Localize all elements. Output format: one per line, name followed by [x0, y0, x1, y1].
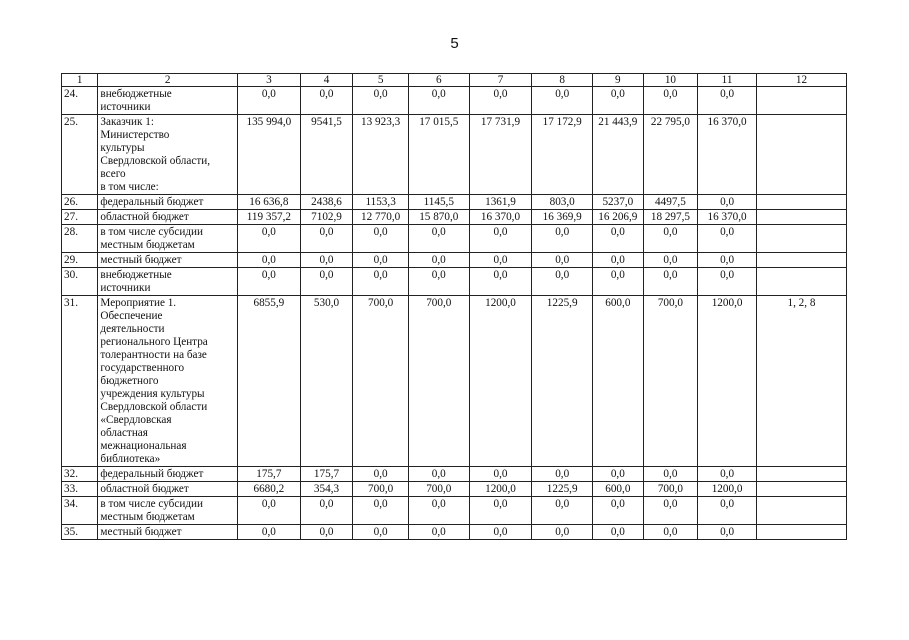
row-name-line: «Свердловская [100, 414, 172, 426]
table-row [62, 210, 847, 225]
row-value: 700,0 [408, 482, 469, 497]
row-target-indicators [756, 253, 846, 268]
row-number: 26. [62, 195, 98, 210]
row-target-indicators [756, 87, 846, 115]
row-value: 0,0 [353, 268, 409, 296]
row-value: 0,0 [698, 225, 757, 253]
row-value: 1225,9 [532, 296, 593, 467]
row-value: 17 172,9 [532, 115, 593, 195]
row-name-line: областная [100, 427, 148, 439]
row-value: 0,0 [408, 268, 469, 296]
row-value: 7102,9 [300, 210, 353, 225]
row-name [98, 497, 238, 525]
row-name [98, 210, 238, 225]
row-value: 700,0 [643, 482, 698, 497]
row-value: 0,0 [643, 497, 698, 525]
row-value: 700,0 [353, 482, 409, 497]
row-value: 15 870,0 [408, 210, 469, 225]
row-name-line: местный бюджет [100, 254, 182, 266]
row-value: 0,0 [300, 225, 353, 253]
table-row [62, 268, 847, 296]
table-row [62, 115, 847, 195]
row-value: 0,0 [698, 87, 757, 115]
row-name-line: учреждения культуры [100, 388, 205, 400]
row-value: 0,0 [643, 268, 698, 296]
row-value: 21 443,9 [593, 115, 644, 195]
row-value: 6855,9 [238, 296, 301, 467]
row-value: 0,0 [300, 253, 353, 268]
table-row [62, 467, 847, 482]
row-value: 0,0 [698, 497, 757, 525]
row-target-indicators [756, 115, 846, 195]
row-value: 0,0 [698, 253, 757, 268]
row-value: 0,0 [469, 268, 532, 296]
row-value: 12 770,0 [353, 210, 409, 225]
row-value: 0,0 [593, 525, 644, 540]
row-value: 600,0 [593, 296, 644, 467]
row-value: 2438,6 [300, 195, 353, 210]
row-value: 1200,0 [698, 296, 757, 467]
row-value: 0,0 [469, 253, 532, 268]
row-value: 0,0 [408, 525, 469, 540]
row-value: 0,0 [643, 225, 698, 253]
row-number: 33. [62, 482, 98, 497]
row-name-line: областной бюджет [100, 483, 189, 495]
row-number: 31. [62, 296, 98, 467]
row-value: 1361,9 [469, 195, 532, 210]
row-value: 0,0 [300, 497, 353, 525]
row-value: 0,0 [300, 525, 353, 540]
row-value: 0,0 [469, 87, 532, 115]
row-value: 600,0 [593, 482, 644, 497]
column-header: 12 [756, 74, 846, 87]
row-number: 28. [62, 225, 98, 253]
row-value: 0,0 [408, 253, 469, 268]
row-value: 17 015,5 [408, 115, 469, 195]
column-header: 5 [353, 74, 409, 87]
row-value: 0,0 [532, 497, 593, 525]
row-value: 0,0 [593, 497, 644, 525]
row-value: 0,0 [593, 268, 644, 296]
row-name-line: всего [100, 168, 126, 180]
row-value: 0,0 [238, 87, 301, 115]
row-value: 175,7 [238, 467, 301, 482]
row-target-indicators [756, 210, 846, 225]
row-value: 1145,5 [408, 195, 469, 210]
row-name [98, 87, 238, 115]
row-value: 0,0 [469, 225, 532, 253]
row-value: 5237,0 [593, 195, 644, 210]
budget-table [61, 73, 847, 540]
row-value: 0,0 [353, 497, 409, 525]
row-value: 1200,0 [469, 296, 532, 467]
row-number: 35. [62, 525, 98, 540]
row-number: 27. [62, 210, 98, 225]
table-row [62, 195, 847, 210]
row-name [98, 253, 238, 268]
table-row [62, 87, 847, 115]
row-value: 0,0 [238, 497, 301, 525]
table-row [62, 482, 847, 497]
row-name-line: Мероприятие 1. [100, 297, 177, 309]
table-body [62, 87, 847, 540]
row-name-line: в том числе субсидии [100, 226, 203, 238]
row-value: 0,0 [353, 225, 409, 253]
row-value: 22 795,0 [643, 115, 698, 195]
row-target-indicators [756, 467, 846, 482]
row-name-line: межнациональная [100, 440, 187, 452]
row-name-line: внебюджетные [100, 88, 172, 100]
row-value: 16 370,0 [469, 210, 532, 225]
row-value: 0,0 [532, 525, 593, 540]
row-value: 0,0 [532, 268, 593, 296]
row-value: 0,0 [698, 268, 757, 296]
row-name-line: регионального Центра [100, 336, 208, 348]
column-header: 10 [643, 74, 698, 87]
row-number: 32. [62, 467, 98, 482]
row-name-line: государственного [100, 362, 185, 374]
row-name-line: местным бюджетам [100, 239, 195, 251]
row-value: 0,0 [643, 87, 698, 115]
row-value: 0,0 [698, 525, 757, 540]
row-name-line: Заказчик 1: [100, 116, 154, 128]
row-number: 29. [62, 253, 98, 268]
row-name-line: источники [100, 101, 151, 113]
row-name [98, 195, 238, 210]
column-header: 11 [698, 74, 757, 87]
row-value: 0,0 [643, 525, 698, 540]
row-target-indicators [756, 268, 846, 296]
row-name-line: федеральный бюджет [100, 468, 204, 480]
row-target-indicators [756, 195, 846, 210]
row-number: 30. [62, 268, 98, 296]
row-value: 0,0 [532, 225, 593, 253]
row-value: 6680,2 [238, 482, 301, 497]
row-value: 16 370,0 [698, 115, 757, 195]
row-value: 119 357,2 [238, 210, 301, 225]
row-value: 175,7 [300, 467, 353, 482]
row-name-line: библиотека» [100, 453, 161, 465]
row-value: 0,0 [593, 467, 644, 482]
row-name-line: федеральный бюджет [100, 196, 204, 208]
row-value: 0,0 [408, 467, 469, 482]
column-header: 8 [532, 74, 593, 87]
table-row [62, 225, 847, 253]
row-target-indicators [756, 225, 846, 253]
row-value: 0,0 [408, 87, 469, 115]
row-name-line: местный бюджет [100, 526, 182, 538]
row-name-line: местным бюджетам [100, 511, 195, 523]
row-name [98, 296, 238, 467]
table-row [62, 296, 847, 467]
row-name-line: культуры [100, 142, 145, 154]
row-value: 0,0 [469, 497, 532, 525]
row-value: 1225,9 [532, 482, 593, 497]
row-name [98, 225, 238, 253]
row-value: 700,0 [353, 296, 409, 467]
row-value: 16 636,8 [238, 195, 301, 210]
row-name-line: в том числе: [100, 181, 159, 193]
row-value: 354,3 [300, 482, 353, 497]
column-header: 6 [408, 74, 469, 87]
row-value: 700,0 [408, 296, 469, 467]
row-value: 0,0 [408, 225, 469, 253]
table-row [62, 497, 847, 525]
row-name-line: деятельности [100, 323, 165, 335]
row-name [98, 525, 238, 540]
row-name-line: источники [100, 282, 151, 294]
row-value: 135 994,0 [238, 115, 301, 195]
row-number: 25. [62, 115, 98, 195]
row-number: 24. [62, 87, 98, 115]
row-value: 13 923,3 [353, 115, 409, 195]
row-value: 0,0 [238, 268, 301, 296]
row-value: 0,0 [532, 467, 593, 482]
row-name-line: внебюджетные [100, 269, 172, 281]
row-value: 1153,3 [353, 195, 409, 210]
row-name [98, 467, 238, 482]
row-value: 16 369,9 [532, 210, 593, 225]
row-name-line: толерантности на базе [100, 349, 207, 361]
row-value: 1200,0 [698, 482, 757, 497]
row-value: 0,0 [593, 87, 644, 115]
table-row [62, 253, 847, 268]
row-value: 0,0 [532, 253, 593, 268]
row-name-line: Министерство [100, 129, 170, 141]
row-name-line: Обеспечение [100, 310, 163, 322]
row-value: 0,0 [698, 467, 757, 482]
row-value: 17 731,9 [469, 115, 532, 195]
row-value: 0,0 [698, 195, 757, 210]
row-value: 0,0 [300, 268, 353, 296]
row-target-indicators: 1, 2, 8 [756, 296, 846, 467]
row-value: 4497,5 [643, 195, 698, 210]
page-number: 5 [450, 35, 459, 52]
row-name-line: Свердловской области [100, 401, 208, 413]
row-value: 9541,5 [300, 115, 353, 195]
row-number: 34. [62, 497, 98, 525]
row-value: 0,0 [643, 467, 698, 482]
row-target-indicators [756, 525, 846, 540]
row-value: 0,0 [643, 253, 698, 268]
header-row [62, 74, 847, 87]
row-value: 700,0 [643, 296, 698, 467]
row-value: 0,0 [408, 497, 469, 525]
table-row [62, 525, 847, 540]
row-value: 803,0 [532, 195, 593, 210]
row-target-indicators [756, 482, 846, 497]
row-name [98, 268, 238, 296]
row-name-line: областной бюджет [100, 211, 189, 223]
row-value: 0,0 [353, 525, 409, 540]
row-value: 0,0 [353, 87, 409, 115]
column-header: 1 [62, 74, 98, 87]
column-header: 7 [469, 74, 532, 87]
row-value: 0,0 [353, 253, 409, 268]
row-value: 530,0 [300, 296, 353, 467]
row-value: 0,0 [593, 253, 644, 268]
row-target-indicators [756, 497, 846, 525]
row-value: 1200,0 [469, 482, 532, 497]
row-value: 0,0 [238, 225, 301, 253]
row-value: 0,0 [532, 87, 593, 115]
row-value: 0,0 [469, 525, 532, 540]
row-value: 16 370,0 [698, 210, 757, 225]
row-value: 0,0 [300, 87, 353, 115]
row-name-line: Свердловской области, [100, 155, 210, 167]
column-header: 3 [238, 74, 301, 87]
row-value: 0,0 [593, 225, 644, 253]
row-value: 0,0 [353, 467, 409, 482]
row-value: 18 297,5 [643, 210, 698, 225]
column-header: 4 [300, 74, 353, 87]
row-value: 16 206,9 [593, 210, 644, 225]
row-value: 0,0 [469, 467, 532, 482]
row-name [98, 115, 238, 195]
row-name [98, 482, 238, 497]
row-name-line: бюджетного [100, 375, 159, 387]
column-header: 9 [593, 74, 644, 87]
row-name-line: в том числе субсидии [100, 498, 203, 510]
column-header: 2 [98, 74, 238, 87]
row-value: 0,0 [238, 253, 301, 268]
row-value: 0,0 [238, 525, 301, 540]
